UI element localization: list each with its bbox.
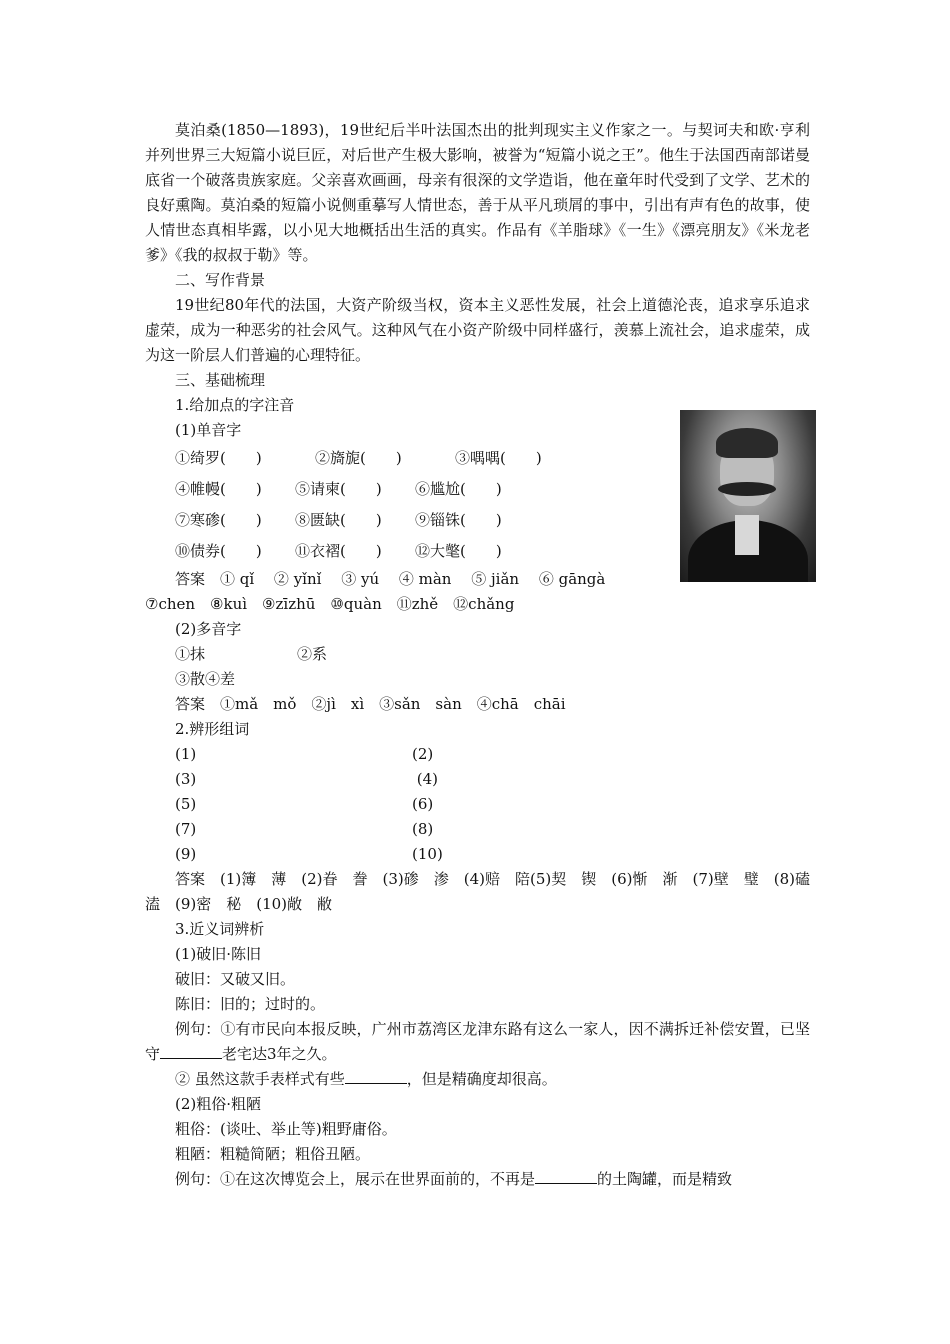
q2-row	[145, 842, 810, 867]
q1-multi-row	[145, 642, 810, 667]
q2-item: (9)	[175, 845, 197, 863]
document-body	[145, 118, 826, 1192]
fill-blank[interactable]	[160, 1044, 222, 1059]
q1-item: ①绮罗( )	[175, 449, 262, 467]
example-text: ② 虽然这款手表样式有些	[175, 1070, 345, 1088]
example-text: 老宅达3年之久。	[222, 1045, 337, 1063]
section-2-title: 二、写作背景	[175, 271, 266, 289]
q1-item: ④帷幔( )	[175, 480, 262, 498]
q1-item: ⑩债券( )	[175, 542, 262, 560]
q1-item: ⑪衣褶( )	[295, 542, 382, 560]
example-text: ，但是精确度却很高。	[406, 1070, 557, 1088]
q1-item: ⑥尴尬( )	[415, 480, 502, 498]
q1-sub1: (1)单音字	[175, 421, 242, 439]
q3-2-title: (2)粗俗·粗陋	[175, 1095, 262, 1113]
q3-1-example-2	[145, 1067, 810, 1092]
author-portrait-photo	[680, 410, 816, 582]
q1-item: ⑤请柬( )	[295, 480, 382, 498]
q2-title: 2.辨形组词	[175, 720, 250, 738]
example-text: 例句：①有市民向本报反映，广州市荔湾区龙津东路有这么一家人，因不满拆迁补偿安置，已坚守	[145, 1020, 810, 1063]
q2-row	[145, 817, 810, 842]
q2-item: (4)	[412, 770, 439, 788]
q2-item: (10)	[412, 845, 443, 863]
q3-title: 3.近义词辨析	[175, 920, 265, 938]
section-3-title: 三、基础梳理	[175, 371, 266, 389]
q1-multi-item: ③散④差	[175, 670, 236, 688]
q1-item: ⑦寒碜( )	[175, 511, 262, 529]
q2-item: (8)	[412, 820, 434, 838]
q1-item: ⑨锱铢( )	[415, 511, 502, 529]
q2-item: (6)	[412, 795, 434, 813]
q3-1-title: (1)破旧·陈旧	[175, 945, 262, 963]
q1-item: ⑫大氅( )	[415, 542, 502, 560]
q3-1-example-1	[145, 1017, 810, 1067]
q2-row	[145, 742, 810, 767]
q3-1-def-b: 陈旧：旧的；过时的。	[175, 995, 326, 1013]
q2-answer: 答案 (1)簿 薄 (2)眷 誊 (3)碜 渗 (4)赔 陪(5)契 锲 (6)惭 渐 (7)壁 璧 (8)磕 溘 (9)密 秘 (10)敞 敝	[145, 870, 826, 913]
example-text: 例句：①在这次博览会上，展示在世界面前的，不再是	[175, 1170, 536, 1188]
q3-2-def-a: 粗俗：(谈吐、举止等)粗野庸俗。	[175, 1120, 397, 1138]
portrait-mustache	[718, 482, 776, 496]
q1-multi-row	[145, 667, 810, 692]
q1-item: ⑧匮缺( )	[295, 511, 382, 529]
q1-answer-1b: ⑦chen ⑧kuì ⑨zīzhū ⑩quàn ⑪zhě ⑫chǎng	[145, 595, 515, 613]
q1-multi-item: ②系	[297, 645, 328, 663]
background-text: 19世纪80年代的法国，大资产阶级当权，资本主义恶性发展，社会上道德沦丧，追求享乐追求虚荣，成为一种恶劣的社会风气。这种风气在小资产阶级中同样盛行，羡慕上流社会，追求虚荣，成为这一阶层人们普遍的心理特征。	[145, 296, 810, 364]
q2-item: (3)	[175, 770, 197, 788]
q2-item: (2)	[412, 745, 434, 763]
q2-row	[145, 792, 810, 817]
fill-blank[interactable]	[535, 1169, 597, 1184]
q2-item: (1)	[175, 745, 197, 763]
q1-answer-1a: 答案 ① qǐ ② yǐnǐ ③ yú ④ màn ⑤ jiǎn ⑥ gāngà	[175, 570, 606, 588]
q1-item: ③喁喁( )	[455, 449, 542, 467]
q2-row	[145, 767, 810, 792]
portrait-hair	[716, 428, 778, 458]
q1-answer-2: 答案 ①mǎ mǒ ②jì xì ③sǎn sàn ④chā chāi	[175, 695, 566, 713]
q2-item: (7)	[175, 820, 197, 838]
q1-title: 1.给加点的字注音	[175, 396, 295, 414]
q3-2-example-1	[145, 1167, 810, 1192]
author-intro: 莫泊桑(1850—1893)，19世纪后半叶法国杰出的批判现实主义作家之一。与契诃夫和欧·亨利并列世界三大短篇小说巨匠，对后世产生极大影响，被誉为“短篇小说之王”。他生于法国西南部诺曼底省一个破落贵族家庭。父亲喜欢画画，母亲有很深的文学造诣，他在童年时代受到了文学、艺术的良好熏陶。莫泊桑的短篇小说侧重摹写人情世态，善于从平凡琐屑的事中，引出有声有色的故事，使人情世态真相毕露，以小见大地概括出生活的真实。作品有《羊脂球》《一生》《漂亮朋友》《米龙老爹》《我的叔叔于勒》等。	[145, 121, 810, 264]
fill-blank[interactable]	[345, 1069, 407, 1084]
q3-2-def-b: 粗陋：粗糙简陋；粗俗丑陋。	[175, 1145, 371, 1163]
q3-1-def-a: 破旧：又破又旧。	[175, 970, 296, 988]
q2-item: (5)	[175, 795, 197, 813]
q1-sub2: (2)多音字	[175, 620, 242, 638]
q1-item: ②旖旎( )	[315, 449, 402, 467]
example-text: 的土陶罐，而是精致	[597, 1170, 733, 1188]
portrait-shirt	[735, 515, 759, 555]
q1-multi-item: ①抹	[175, 645, 206, 663]
